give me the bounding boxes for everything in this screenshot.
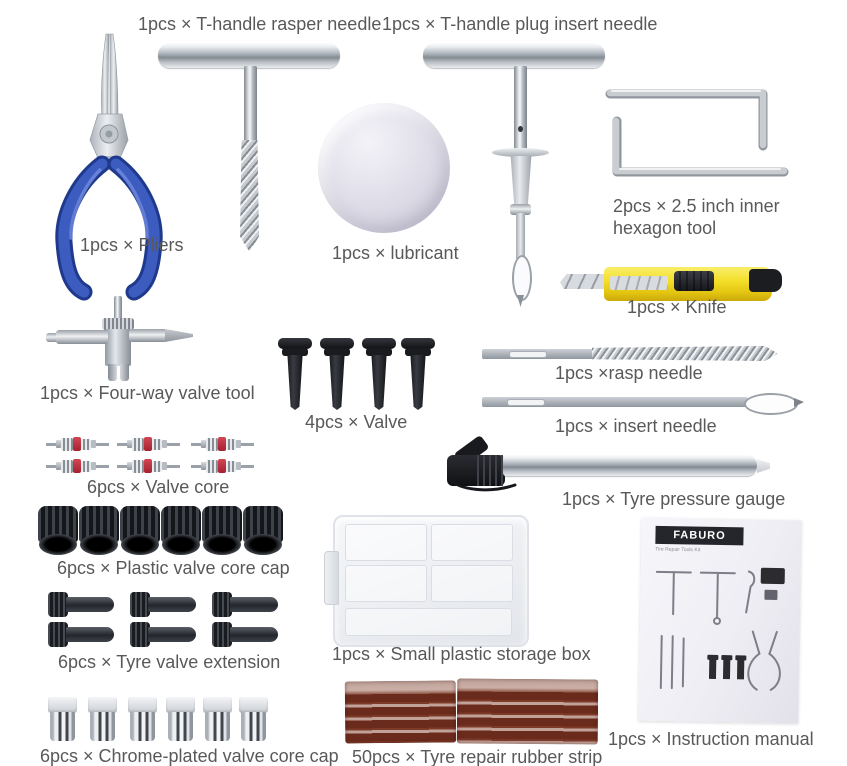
label-small-plastic-storage-box: 1pcs × Small plastic storage box	[332, 644, 591, 664]
chrome-cap-hex	[239, 697, 268, 713]
label-t-handle-plug-insert-needle: 1pcs × T-handle plug insert needle	[382, 14, 658, 34]
chrome-cap	[203, 697, 232, 742]
gauge-clip	[447, 477, 517, 495]
manual-diagrams	[646, 560, 793, 714]
insert-needle-tip	[794, 398, 804, 407]
label-inner-hexagon-tool: 2pcs × 2.5 inch inner hexagon tool	[613, 196, 780, 238]
knife-blade	[560, 274, 608, 289]
valve-extension	[212, 622, 278, 647]
fourway-prong-left	[108, 364, 117, 381]
pliers-handle-left	[64, 164, 102, 292]
pliers-photo	[40, 28, 180, 302]
label-instruction-manual: 1pcs × Instruction manual	[608, 729, 814, 749]
valve-extension	[130, 592, 196, 617]
inner-hexagon-tools-photo	[600, 80, 800, 185]
plastic-cap-mouth	[121, 534, 159, 555]
fourway-right-cone	[165, 329, 193, 342]
rasp-needle-slot	[509, 351, 547, 358]
valve-core-item	[191, 458, 254, 474]
valve-stem	[401, 338, 435, 410]
chrome-cap	[166, 697, 195, 742]
hex-key-1	[610, 91, 763, 146]
plastic-cap	[243, 506, 283, 556]
valve-stem	[362, 338, 396, 410]
storage-box-cell	[431, 565, 513, 602]
valve-body	[408, 355, 428, 410]
t-handle-plug-shaft	[514, 66, 527, 150]
valve-body	[327, 355, 347, 410]
extension-tube	[230, 627, 278, 642]
label-lubricant: 1pcs × lubricant	[332, 243, 459, 263]
label-tyre-repair-rubber-strip: 50pcs × Tyre repair rubber strip	[352, 747, 603, 766]
storage-box-cell	[431, 524, 513, 561]
lubricant-tin	[318, 103, 450, 233]
label-tyre-pressure-gauge: 1pcs × Tyre pressure gauge	[562, 489, 786, 509]
label-valve: 4pcs × Valve	[305, 412, 408, 432]
manual-subtitle: Tire Repair Tools Kit	[655, 546, 701, 553]
manual-strips-icon	[761, 568, 785, 584]
valve-body	[369, 355, 389, 410]
valve-core-item	[46, 458, 109, 474]
chrome-cap-hex	[128, 697, 157, 713]
t-handle-plug-needle-eye	[512, 255, 532, 301]
extension-tube	[230, 597, 278, 612]
manual-t-tool-eye	[714, 618, 720, 624]
rubber-strip-bundle	[457, 679, 598, 745]
label-four-way-valve-tool: 1pcs × Four-way valve tool	[40, 383, 255, 403]
rasp-needle-rasp	[592, 346, 778, 361]
chrome-cap-hex	[166, 697, 195, 713]
valve-extension	[48, 592, 114, 617]
valve-ring	[405, 348, 431, 356]
plastic-cap	[120, 506, 160, 556]
chrome-cap	[239, 697, 268, 742]
pliers-handle-right	[116, 164, 154, 292]
extension-tube	[148, 627, 196, 642]
valve-ring	[324, 348, 350, 356]
label-valve-core: 6pcs × Valve core	[87, 477, 230, 497]
storage-box-tray	[345, 608, 512, 636]
manual-brand: FABURO	[655, 526, 743, 546]
plastic-cap-mouth	[203, 534, 241, 555]
storage-box-latch	[324, 551, 339, 605]
plastic-cap-mouth	[162, 534, 200, 555]
label-rasp-needle: 1pcs ×rasp needle	[555, 363, 703, 383]
t-handle-rasper-shaft	[244, 66, 257, 142]
gauge-barrel	[503, 455, 757, 476]
extension-tube	[66, 627, 114, 642]
manual-valves-icon	[709, 659, 744, 680]
instruction-manual	[638, 518, 802, 724]
chrome-cap	[128, 697, 157, 742]
chrome-cap-body	[50, 712, 75, 741]
t-handle-plug-bar	[423, 43, 605, 68]
plastic-cap-mouth	[39, 534, 77, 555]
pliers-jaw-left	[101, 34, 109, 120]
chrome-cap	[48, 697, 77, 742]
plastic-cap-mouth	[244, 534, 282, 555]
extension-cap	[130, 622, 150, 647]
extension-cap	[48, 622, 68, 647]
plastic-cap-mouth	[80, 534, 118, 555]
valve-extension	[48, 622, 114, 647]
manual-valve-cap-icon	[735, 655, 746, 660]
insert-needle-eye	[744, 393, 798, 415]
extension-tube	[66, 597, 114, 612]
manual-parts-icon	[764, 590, 777, 600]
label-pliers: 1pcs × Pliers	[80, 235, 184, 255]
valve-extension	[212, 592, 278, 617]
plastic-cap	[161, 506, 201, 556]
manual-hook-tool	[746, 571, 754, 612]
fourway-hub	[105, 329, 131, 366]
t-handle-rasper-bar	[158, 43, 340, 68]
label-insert-needle: 1pcs × insert needle	[555, 416, 717, 436]
manual-valve-cap-icon	[707, 655, 718, 660]
valve-stem	[320, 338, 354, 410]
chrome-cap-body	[241, 712, 266, 741]
label-knife: 1pcs × Knife	[627, 297, 727, 317]
valve-ring	[366, 348, 392, 356]
chrome-cap-body	[205, 712, 230, 741]
t-handle-plug-hole	[518, 126, 523, 132]
extension-cap	[130, 592, 150, 617]
fourway-right-arm	[129, 329, 167, 342]
valve-core-item	[46, 436, 109, 452]
manual-valve-cap-icon	[721, 655, 732, 660]
knife-slider	[674, 271, 714, 291]
t-handle-plug-flange	[492, 148, 549, 157]
t-handle-plug-collar	[508, 156, 534, 206]
valve-core-item	[117, 436, 180, 452]
chrome-cap	[88, 697, 117, 742]
t-handle-plug-needle-tip	[517, 295, 524, 307]
chrome-cap-hex	[48, 697, 77, 713]
label-chrome-plated-valve-core-cap: 6pcs × Chrome-plated valve core cap	[40, 746, 339, 766]
storage-box-cell	[345, 524, 427, 561]
valve-body	[285, 355, 305, 410]
valve-extension	[130, 622, 196, 647]
plastic-cap	[38, 506, 78, 556]
plastic-cap	[202, 506, 242, 556]
fourway-left-arm	[56, 330, 108, 344]
plastic-cap	[79, 506, 119, 556]
label-plastic-valve-core-cap: 6pcs × Plastic valve core cap	[57, 558, 290, 578]
knife-end-cap	[749, 269, 782, 292]
chrome-cap-hex	[203, 697, 232, 713]
valve-core-item	[191, 436, 254, 452]
label-tyre-valve-extension: 6pcs × Tyre valve extension	[58, 652, 281, 672]
extension-cap	[212, 622, 232, 647]
chrome-cap-body	[168, 712, 193, 741]
manual-t-tool-2	[700, 573, 735, 618]
extension-cap	[48, 592, 68, 617]
pliers-jaw-right	[110, 34, 118, 120]
manual-t-tool-1	[656, 572, 691, 615]
valve-ring	[282, 348, 308, 356]
manual-pliers-handles	[748, 654, 780, 691]
label-t-handle-rasper-needle: 1pcs × T-handle rasper needle	[138, 14, 382, 34]
chrome-cap-body	[90, 712, 115, 741]
chrome-cap-body	[130, 712, 155, 741]
extension-tube	[148, 597, 196, 612]
storage-box-compartments	[345, 524, 513, 602]
pliers-pivot-pin	[106, 131, 113, 138]
fourway-prong-right	[120, 364, 129, 381]
valve-stem	[278, 338, 312, 410]
extension-cap	[212, 592, 232, 617]
knife-blade-guide	[610, 276, 668, 290]
chrome-cap-hex	[88, 697, 117, 713]
valve-core-item	[117, 458, 180, 474]
manual-pliers-jaws	[752, 632, 776, 654]
manual-needles	[661, 636, 684, 688]
t-handle-plug-needle	[516, 213, 525, 259]
t-handle-rasper-spiral-needle	[240, 140, 259, 252]
rubber-strip-bundle	[345, 681, 457, 744]
gauge-tip	[757, 459, 770, 473]
insert-needle-slot	[507, 399, 545, 406]
storage-box-cell	[345, 565, 427, 602]
